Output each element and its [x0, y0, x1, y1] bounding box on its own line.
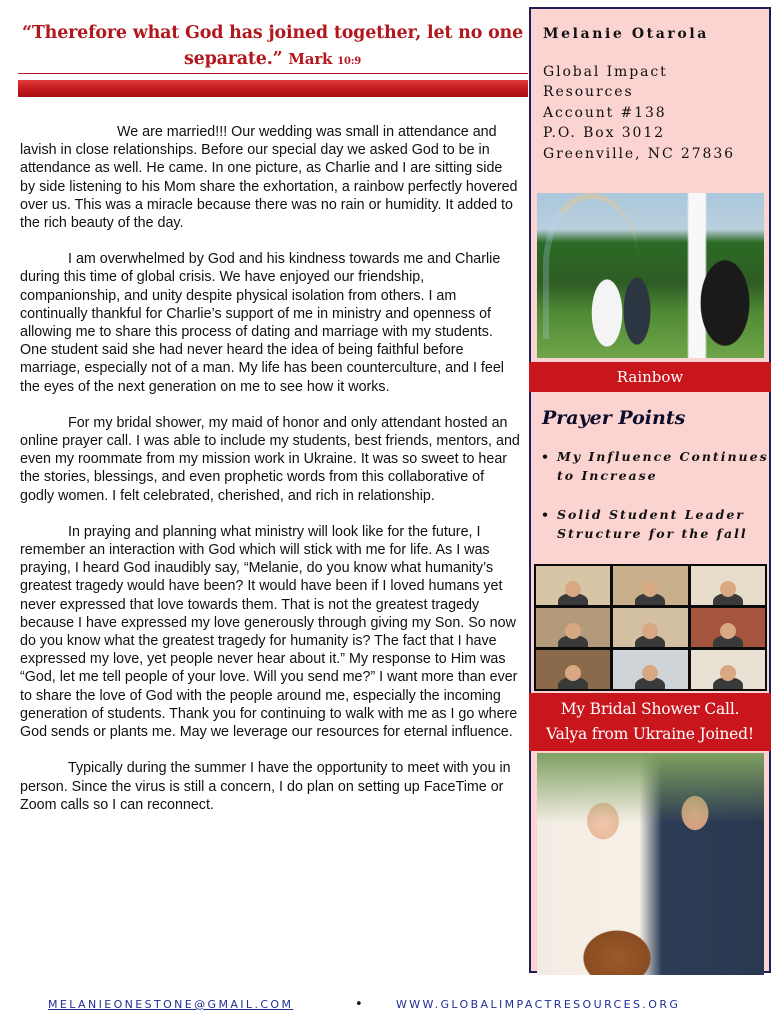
quote-text: “Therefore what God has joined together, let no one separate.” [21, 23, 524, 69]
bullet-icon: • [541, 507, 551, 522]
wedding-rainbow-photo [537, 193, 764, 358]
photo-caption-rainbow: Rainbow [529, 362, 771, 392]
sender-name: Melanie Otarola [543, 26, 709, 42]
email-link[interactable]: MELANIEONESTONE@GMAIL.COM [48, 998, 294, 1011]
foliage-background [537, 753, 764, 823]
photo-caption-bridal-shower [529, 693, 771, 751]
address-line: Global Impact [543, 64, 668, 80]
video-tile [613, 608, 687, 647]
video-tile [536, 650, 610, 689]
paragraph: For my bridal shower, my maid of honor and only attendant hosted an online prayer call. I was able to include my students, best friends, mentors, and even my roommate from my mission work in Ukraine. It was so sweet to hear the stories, blessings, and even prophetic words from this collaborative of godly women. I felt celebrated, cherished, and rich in relationship. [20, 414, 520, 504]
address-line: Greenville, NC 27836 [543, 145, 735, 162]
website-link[interactable]: WWW.GLOBALIMPACTRESOURCES.ORG [396, 998, 681, 1011]
list-item [541, 505, 769, 543]
video-tile [536, 608, 610, 647]
video-tile [691, 566, 765, 605]
mailing-address [543, 62, 735, 164]
address-line: Resources [543, 84, 634, 101]
address-line: P.O. Box 3012 [543, 125, 665, 142]
prayer-point-text: Solid Student Leader Structure for the fall [557, 507, 748, 541]
sidebar [529, 7, 771, 973]
video-tile [613, 566, 687, 605]
newsletter-body [20, 123, 520, 832]
quote-reference-verse: 10:9 [337, 56, 362, 67]
rainbow-shape [543, 193, 639, 339]
caption-line: My Bridal Shower Call. [560, 700, 740, 718]
video-tile [613, 650, 687, 689]
footer-separator: • [355, 997, 366, 1012]
header-red-bar [18, 80, 528, 97]
address-line: Account #138 [543, 104, 667, 121]
header-rule [18, 73, 528, 74]
caption-line: Valya from Ukraine Joined! [546, 725, 754, 743]
paragraph: Typically during the summer I have the opportunity to meet with you in person. Since the virus is still a concern, I do plan on setting up FaceTime or Zoom calls so I can reconnect. [20, 760, 511, 813]
couple-with-dog-photo [537, 753, 764, 975]
quote-reference [288, 50, 361, 68]
paragraph: I am overwhelmed by God and his kindness towards me and Charlie during this time of global crisis. We have enjoyed our friendship, companionship, and unity despite physical isolation from others. I am continually thankful for Charlie’s support of me in ministry and openness of allowing me to share this process of dating and marriage with my students. One student said she had never heard the idea of being faithful before marriage, especially not of a man. My life has been counterculture, and I feel the eyes of the next generation on me to see how it works. [20, 251, 504, 395]
video-tile [691, 650, 765, 689]
prayer-point-text: My Influence Continues to Increase [557, 449, 769, 483]
list-item [541, 447, 769, 485]
prayer-points-list [541, 447, 769, 563]
paragraph: We are married!!! Our wedding was small in attendance and lavish in close relationships. Before our special day we asked God to be in attendance as well. He came. In one picture, as Charlie and I are sitting side by side listening to his Mom share the exhortation, a rainbow perfectly hovered over us. This was a miracle because there was no rain or humidity. It added to the rich beauty of the day. [20, 124, 518, 232]
prayer-points-title: Prayer Points [542, 407, 686, 429]
bullet-icon: • [541, 449, 551, 464]
bridal-shower-video-call-photo [534, 564, 767, 691]
video-tile [691, 608, 765, 647]
quote-reference-book: Mark [288, 50, 333, 68]
paragraph: In praying and planning what ministry will look like for the future, I remember an interaction with God which will stick with me for life. As I was praying, I heard God inaudibly say, “Melanie, do you know what humanity’s greatest tragedy would have been? It would have been if I loved humans yet never expressed that love towards them. That is not the greatest tragedy because I have expressed my love generously through giving my Son. So now do you know what the greatest tragedy for humanity is? The fact that I have expressed my love, yet people never hear about it.” My response to Him was “God, let me tell people of your love. Will you send me?” I want more than ever to share the love of God with the people around me, especially the incoming generation of students. Thank you for continuing to walk with me as I go where God sends or plants me. May we leverage our resources for eternal influence. [20, 523, 518, 741]
header-quote [20, 20, 525, 75]
video-tile [536, 566, 610, 605]
